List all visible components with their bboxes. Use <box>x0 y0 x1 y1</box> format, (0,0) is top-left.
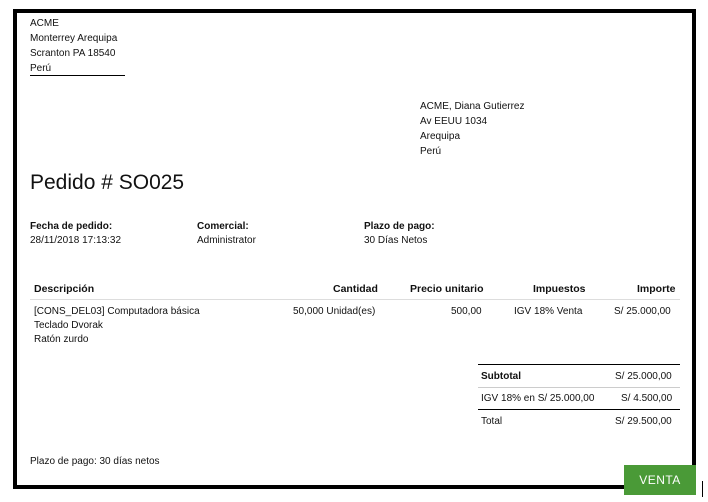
payment-term-value: 30 Días Netos <box>364 235 428 246</box>
customer-city: Arequipa <box>420 131 461 142</box>
payment-term-label: Plazo de pago: <box>364 221 435 232</box>
tax-label: IGV 18% en S/ 25.000,00 <box>481 393 595 404</box>
company-address-line1: Monterrey Arequipa <box>30 33 118 44</box>
header-quantity: Cantidad <box>333 283 378 295</box>
page-title: Pedido # SO025 <box>30 171 185 194</box>
subtotal-value: S/ 25.000,00 <box>615 371 672 382</box>
cursor-marker <box>702 481 703 497</box>
company-country: Perú <box>30 63 52 74</box>
totals-divider <box>478 387 680 388</box>
totals-top-rule <box>478 364 680 365</box>
header-description: Descripción <box>34 283 95 295</box>
total-label: Total <box>481 416 503 427</box>
table-row <box>34 305 200 347</box>
payment-term-block <box>364 220 435 248</box>
line-description-2: Teclado Dvorak <box>34 320 103 331</box>
venta-button[interactable]: VENTA <box>624 465 696 495</box>
company-divider <box>30 75 125 76</box>
header-amount: Importe <box>637 283 676 295</box>
salesperson-value: Administrator <box>197 235 256 246</box>
total-value: S/ 29.500,00 <box>615 416 672 427</box>
customer-name: ACME, Diana Gutierrez <box>420 101 525 112</box>
customer-country: Perú <box>420 146 442 157</box>
company-address <box>30 16 117 76</box>
table-header-divider <box>30 299 680 300</box>
customer-address <box>420 99 524 159</box>
company-name: ACME <box>30 18 59 29</box>
line-unit-price: 500,00 <box>451 306 482 317</box>
payment-note: Plazo de pago: 30 días netos <box>30 456 160 467</box>
header-taxes: Impuestos <box>533 283 586 295</box>
line-quantity: 50,000 Unidad(es) <box>293 306 376 317</box>
sales-order-document <box>13 9 696 489</box>
salesperson-block <box>197 220 256 248</box>
line-description-3: Ratón zurdo <box>34 334 89 345</box>
header-unit-price: Precio unitario <box>410 283 484 295</box>
customer-street: Av EEUU 1034 <box>420 116 488 127</box>
line-amount: S/ 25.000,00 <box>614 306 671 317</box>
line-description-1: [CONS_DEL03] Computadora básica <box>34 306 200 317</box>
line-taxes: IGV 18% Venta <box>514 306 583 317</box>
total-divider <box>478 409 680 410</box>
tax-value: S/ 4.500,00 <box>621 393 673 404</box>
order-date-label: Fecha de pedido: <box>30 221 113 232</box>
order-date-block <box>30 220 121 248</box>
subtotal-label: Subtotal <box>481 371 521 382</box>
salesperson-label: Comercial: <box>197 221 249 232</box>
order-date-value: 28/11/2018 17:13:32 <box>30 235 122 246</box>
company-address-line2: Scranton PA 18540 <box>30 48 116 59</box>
